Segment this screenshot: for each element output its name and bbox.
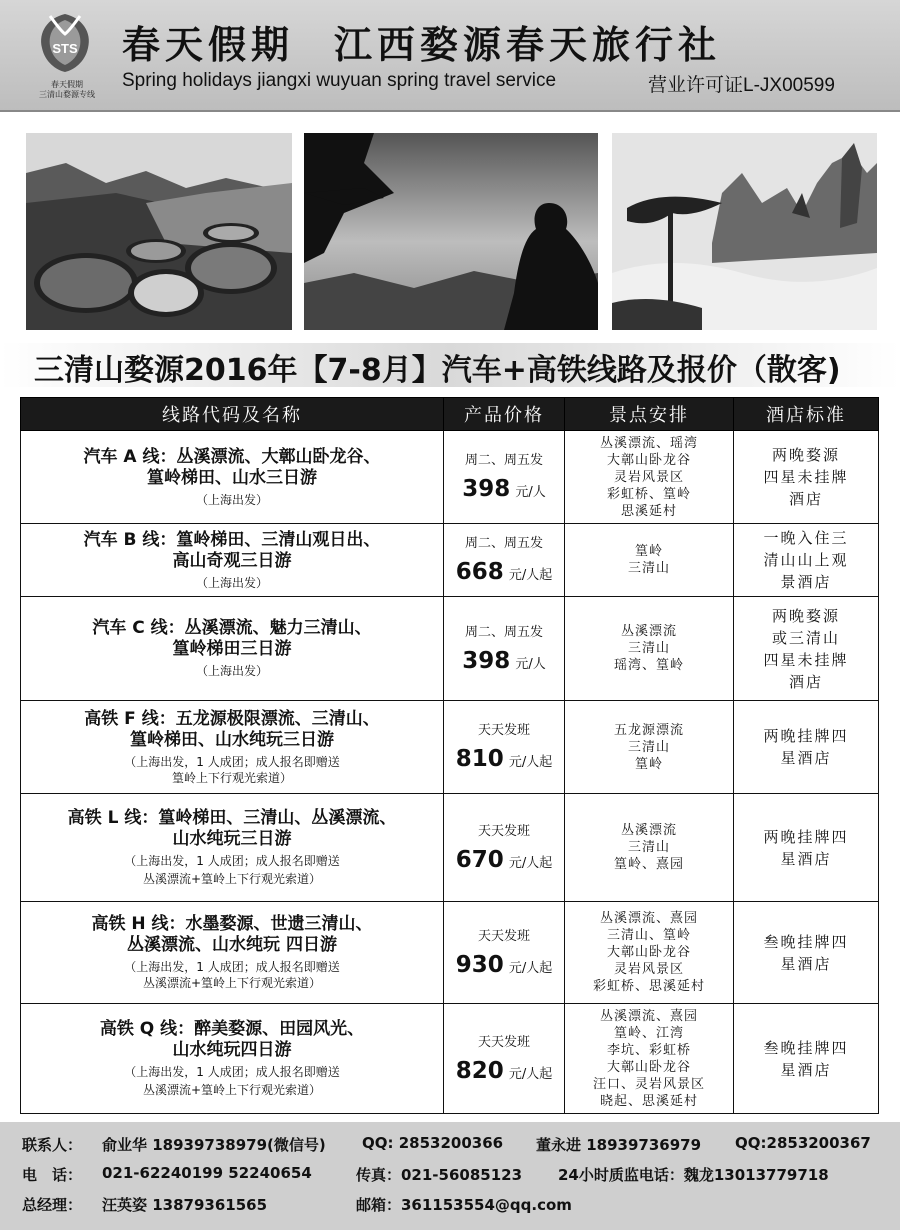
logo-sub-line2: 三清山婺源专线 (39, 90, 95, 99)
hotel-line: 两晚挂牌四 (763, 827, 849, 846)
hotel-line: 四星未挂牌 (763, 650, 849, 669)
sight-item: 篁岭 (634, 756, 663, 772)
contact-label: 联系人： (22, 1136, 83, 1154)
route-name-line2: 篁岭梯田、山水三日游 (147, 467, 317, 488)
sight-item: 彩虹桥、篁岭 (606, 486, 691, 502)
route-name-line2: 山水纯玩四日游 (172, 1040, 292, 1060)
hotel-line: 景酒店 (780, 573, 832, 591)
hotel-line: 四星未挂牌 (763, 468, 849, 486)
route-note-line1: （上海出发，1 人成团；成人报名即赠送 (124, 854, 340, 868)
sight-item: 丛溪漂流 (620, 823, 677, 838)
logo-subtitle (22, 80, 112, 100)
sight-item: 瑶湾、篁岭 (613, 658, 684, 673)
sight-item: 丛溪漂流、熹园 (599, 1008, 698, 1024)
route-name-cell (21, 1004, 444, 1114)
route-name-cell (21, 524, 444, 597)
route-name-line2: 山水纯玩三日游 (172, 829, 292, 849)
hotel-line: 或三清山 (771, 628, 840, 647)
hotel-line: 两晚婺源 (771, 606, 840, 625)
route-name-line1: 高铁 L 线：篁岭梯田、三清山、丛溪漂流、 (67, 808, 397, 828)
table-header-row (21, 398, 879, 431)
route-name-line2: 高山奇观三日游 (172, 550, 292, 571)
table-row (21, 431, 879, 524)
headline-title: 三清山婺源2016年【7-8月】汽车+高铁线路及报价（散客) (34, 353, 841, 388)
sights-cell (565, 524, 734, 597)
price-unit: 元/人 (515, 656, 546, 672)
hotel-line: 酒店 (788, 490, 823, 508)
price-value: 398 (462, 476, 511, 502)
route-name-line1: 高铁 H 线：水墨婺源、世遗三清山、 (91, 914, 373, 934)
route-note-line1: （上海出发） (195, 664, 268, 678)
hotel-line: 叁晚挂牌四 (763, 932, 849, 951)
hotel-line: 清山山上观 (763, 551, 849, 569)
route-note-line1: （上海出发） (195, 575, 268, 590)
sunset-silhouette-photo (304, 133, 598, 330)
price-value: 398 (462, 647, 511, 674)
hotel-line: 一晚入住三 (763, 529, 849, 547)
price-unit: 元/人起 (508, 755, 553, 770)
table-row (21, 902, 879, 1004)
route-name-line1: 汽车 B 线：篁岭梯田、三清山观日出、 (83, 529, 381, 550)
sight-item: 灵岩风景区 (613, 469, 684, 485)
sight-item: 李坑、彩虹桥 (606, 1042, 691, 1058)
route-name-cell (21, 902, 444, 1004)
price-cell (444, 524, 565, 597)
price-value: 930 (455, 951, 504, 978)
sight-item: 丛溪漂流 (620, 624, 677, 639)
route-price-table (20, 397, 879, 1114)
route-name-cell (21, 701, 444, 794)
sights-cell (565, 597, 734, 701)
route-note-line2: 丛溪漂流+篁岭上下行观光索道） (142, 1083, 322, 1097)
price-value: 820 (455, 1057, 504, 1084)
sight-item: 大鄣山卧龙谷 (606, 1059, 691, 1075)
col-header-sights: 景点安排 (565, 398, 734, 431)
hotel-cell (734, 597, 879, 701)
hotel-cell (734, 794, 879, 902)
route-note-line1: （上海出发，1 人成团；成人报名即赠送 (124, 960, 340, 974)
hotel-cell (734, 524, 879, 597)
sight-item: 彩虹桥、思溪延村 (592, 979, 705, 994)
hotel-line: 星酒店 (780, 749, 832, 767)
route-note-line2: 丛溪漂流+篁岭上下行观光索道） (142, 976, 322, 990)
price-value: 668 (455, 559, 504, 585)
route-note-line2: 丛溪漂流+篁岭上下行观光索道） (142, 872, 322, 886)
contact-person-2: 董永进 18939736979 (536, 1136, 702, 1154)
route-note-line1: （上海出发，1 人成团；成人报名即赠送 (124, 1065, 340, 1079)
sight-item: 三清山 (627, 561, 670, 576)
sanqingshan-mountain-photo (612, 133, 877, 330)
sight-item: 丛溪漂流、瑶湾 (599, 435, 698, 451)
email-address: 邮箱：361153554@qq.com (356, 1196, 572, 1214)
route-note-line1: （上海出发） (195, 492, 268, 507)
agency-title-english: Spring holidays jiangxi wuyuan spring travel service (122, 70, 557, 91)
title-left: 春天假期 (122, 22, 295, 67)
hotel-line: 星酒店 (780, 1060, 832, 1079)
route-name-line1: 汽车 C 线：丛溪漂流、魅力三清山、 (92, 618, 372, 638)
hotel-cell (734, 431, 879, 524)
sights-cell (565, 794, 734, 902)
table-row (21, 597, 879, 701)
hotel-line: 酒店 (788, 672, 823, 691)
sight-item: 篁岭、熹园 (613, 857, 684, 872)
sights-cell (565, 902, 734, 1004)
sight-item: 思溪延村 (620, 503, 677, 519)
title-right: 江西婺源春天旅行社 (334, 22, 722, 67)
route-name-line2: 篁岭梯田三日游 (172, 639, 292, 659)
route-name-line2: 篁岭梯田、山水纯玩三日游 (130, 729, 334, 750)
qq-number-2: QQ:2853200367 (735, 1134, 871, 1152)
headline-banner (0, 343, 900, 387)
sight-item: 三清山、篁岭 (606, 928, 691, 943)
manager-contact: 汪英姿 13879361565 (102, 1196, 268, 1214)
logo-sub-line1: 春天假期 (51, 80, 83, 89)
manager-label: 总经理： (22, 1196, 83, 1214)
sight-item: 汪口、灵岩风景区 (592, 1076, 705, 1092)
sight-item: 三清山 (627, 840, 670, 855)
phone-numbers: 021-62240199 52240654 (102, 1164, 312, 1182)
fax-number: 传真：021-56085123 (356, 1166, 523, 1184)
phone-label: 电 话： (22, 1166, 83, 1184)
col-header-route: 线路代码及名称 (21, 398, 444, 431)
schedule-text: 天天发班 (477, 823, 530, 839)
sight-item: 篁岭、江湾 (613, 1025, 684, 1041)
table-row (21, 524, 879, 597)
route-name-line1: 汽车 A 线：丛溪漂流、大鄣山卧龙谷、 (83, 446, 381, 467)
sight-item: 大鄣山卧龙谷 (606, 945, 691, 960)
logo-text: STS (52, 41, 78, 56)
hotel-line: 两晚婺源 (771, 446, 840, 464)
sights-cell (565, 431, 734, 524)
agency-title (122, 14, 892, 69)
header-banner (0, 0, 900, 112)
price-cell (444, 597, 565, 701)
table-row (21, 794, 879, 902)
route-note-line1: （上海出发，1 人成团；成人报名即赠送 (124, 754, 340, 769)
schedule-text: 天天发班 (477, 928, 530, 944)
contact-footer (0, 1122, 900, 1230)
hotel-line: 两晚挂牌四 (763, 727, 849, 745)
schedule-text: 天天发班 (477, 723, 530, 738)
hotel-cell (734, 1004, 879, 1114)
sight-item: 篁岭 (634, 544, 663, 559)
schedule-text: 天天发班 (477, 1034, 530, 1050)
qq-number-1: QQ: 2853200366 (362, 1134, 504, 1152)
price-cell (444, 431, 565, 524)
sight-item: 晓起、思溪延村 (599, 1093, 698, 1109)
price-unit: 元/人起 (508, 568, 553, 583)
sight-item: 三清山 (627, 641, 670, 656)
col-header-hotel: 酒店标准 (734, 398, 879, 431)
route-note-line2: 篁岭上下行观光索道） (171, 770, 292, 785)
sts-logo (30, 8, 100, 78)
schedule-text: 周二、周五发 (464, 624, 543, 640)
table-row (21, 1004, 879, 1114)
route-name-line1: 高铁 F 线：五龙源极限漂流、三清山、 (84, 708, 380, 729)
sights-cell (565, 701, 734, 794)
quality-hotline: 24小时质监电话：魏龙13013779718 (558, 1166, 829, 1184)
col-header-price: 产品价格 (444, 398, 565, 431)
route-name-cell (21, 794, 444, 902)
route-name-cell (21, 431, 444, 524)
price-cell (444, 902, 565, 1004)
price-unit: 元/人起 (508, 855, 553, 871)
hotel-cell (734, 701, 879, 794)
hotel-line: 星酒店 (780, 954, 832, 973)
sight-item: 灵岩风景区 (613, 962, 684, 977)
schedule-text: 周二、周五发 (464, 536, 543, 551)
table-row (21, 701, 879, 794)
business-license: 营业许可证L-JX00599 (648, 75, 835, 96)
sight-item: 丛溪漂流、熹园 (599, 911, 698, 926)
contact-person-1: 俞业华 18939738979(微信号) (102, 1136, 326, 1154)
route-name-line1: 高铁 Q 线：醉美婺源、田园风光、 (99, 1019, 365, 1039)
schedule-text: 周二、周五发 (464, 453, 543, 468)
price-unit: 元/人起 (508, 1066, 553, 1082)
price-value: 670 (455, 846, 504, 873)
price-cell (444, 701, 565, 794)
price-cell (444, 794, 565, 902)
hotel-line: 星酒店 (780, 849, 832, 868)
route-name-cell (21, 597, 444, 701)
hotel-cell (734, 902, 879, 1004)
price-value: 810 (455, 746, 504, 772)
sight-item: 三清山 (627, 739, 670, 755)
sights-cell (565, 1004, 734, 1114)
hotel-line: 叁晚挂牌四 (763, 1038, 849, 1057)
terraced-village-photo (26, 133, 292, 330)
price-unit: 元/人起 (508, 960, 553, 976)
sight-item: 五龙源漂流 (613, 722, 684, 738)
price-unit: 元/人 (515, 485, 546, 500)
route-name-line2: 丛溪漂流、山水纯玩 四日游 (127, 935, 337, 955)
price-cell (444, 1004, 565, 1114)
sight-item: 大鄣山卧龙谷 (606, 452, 691, 468)
